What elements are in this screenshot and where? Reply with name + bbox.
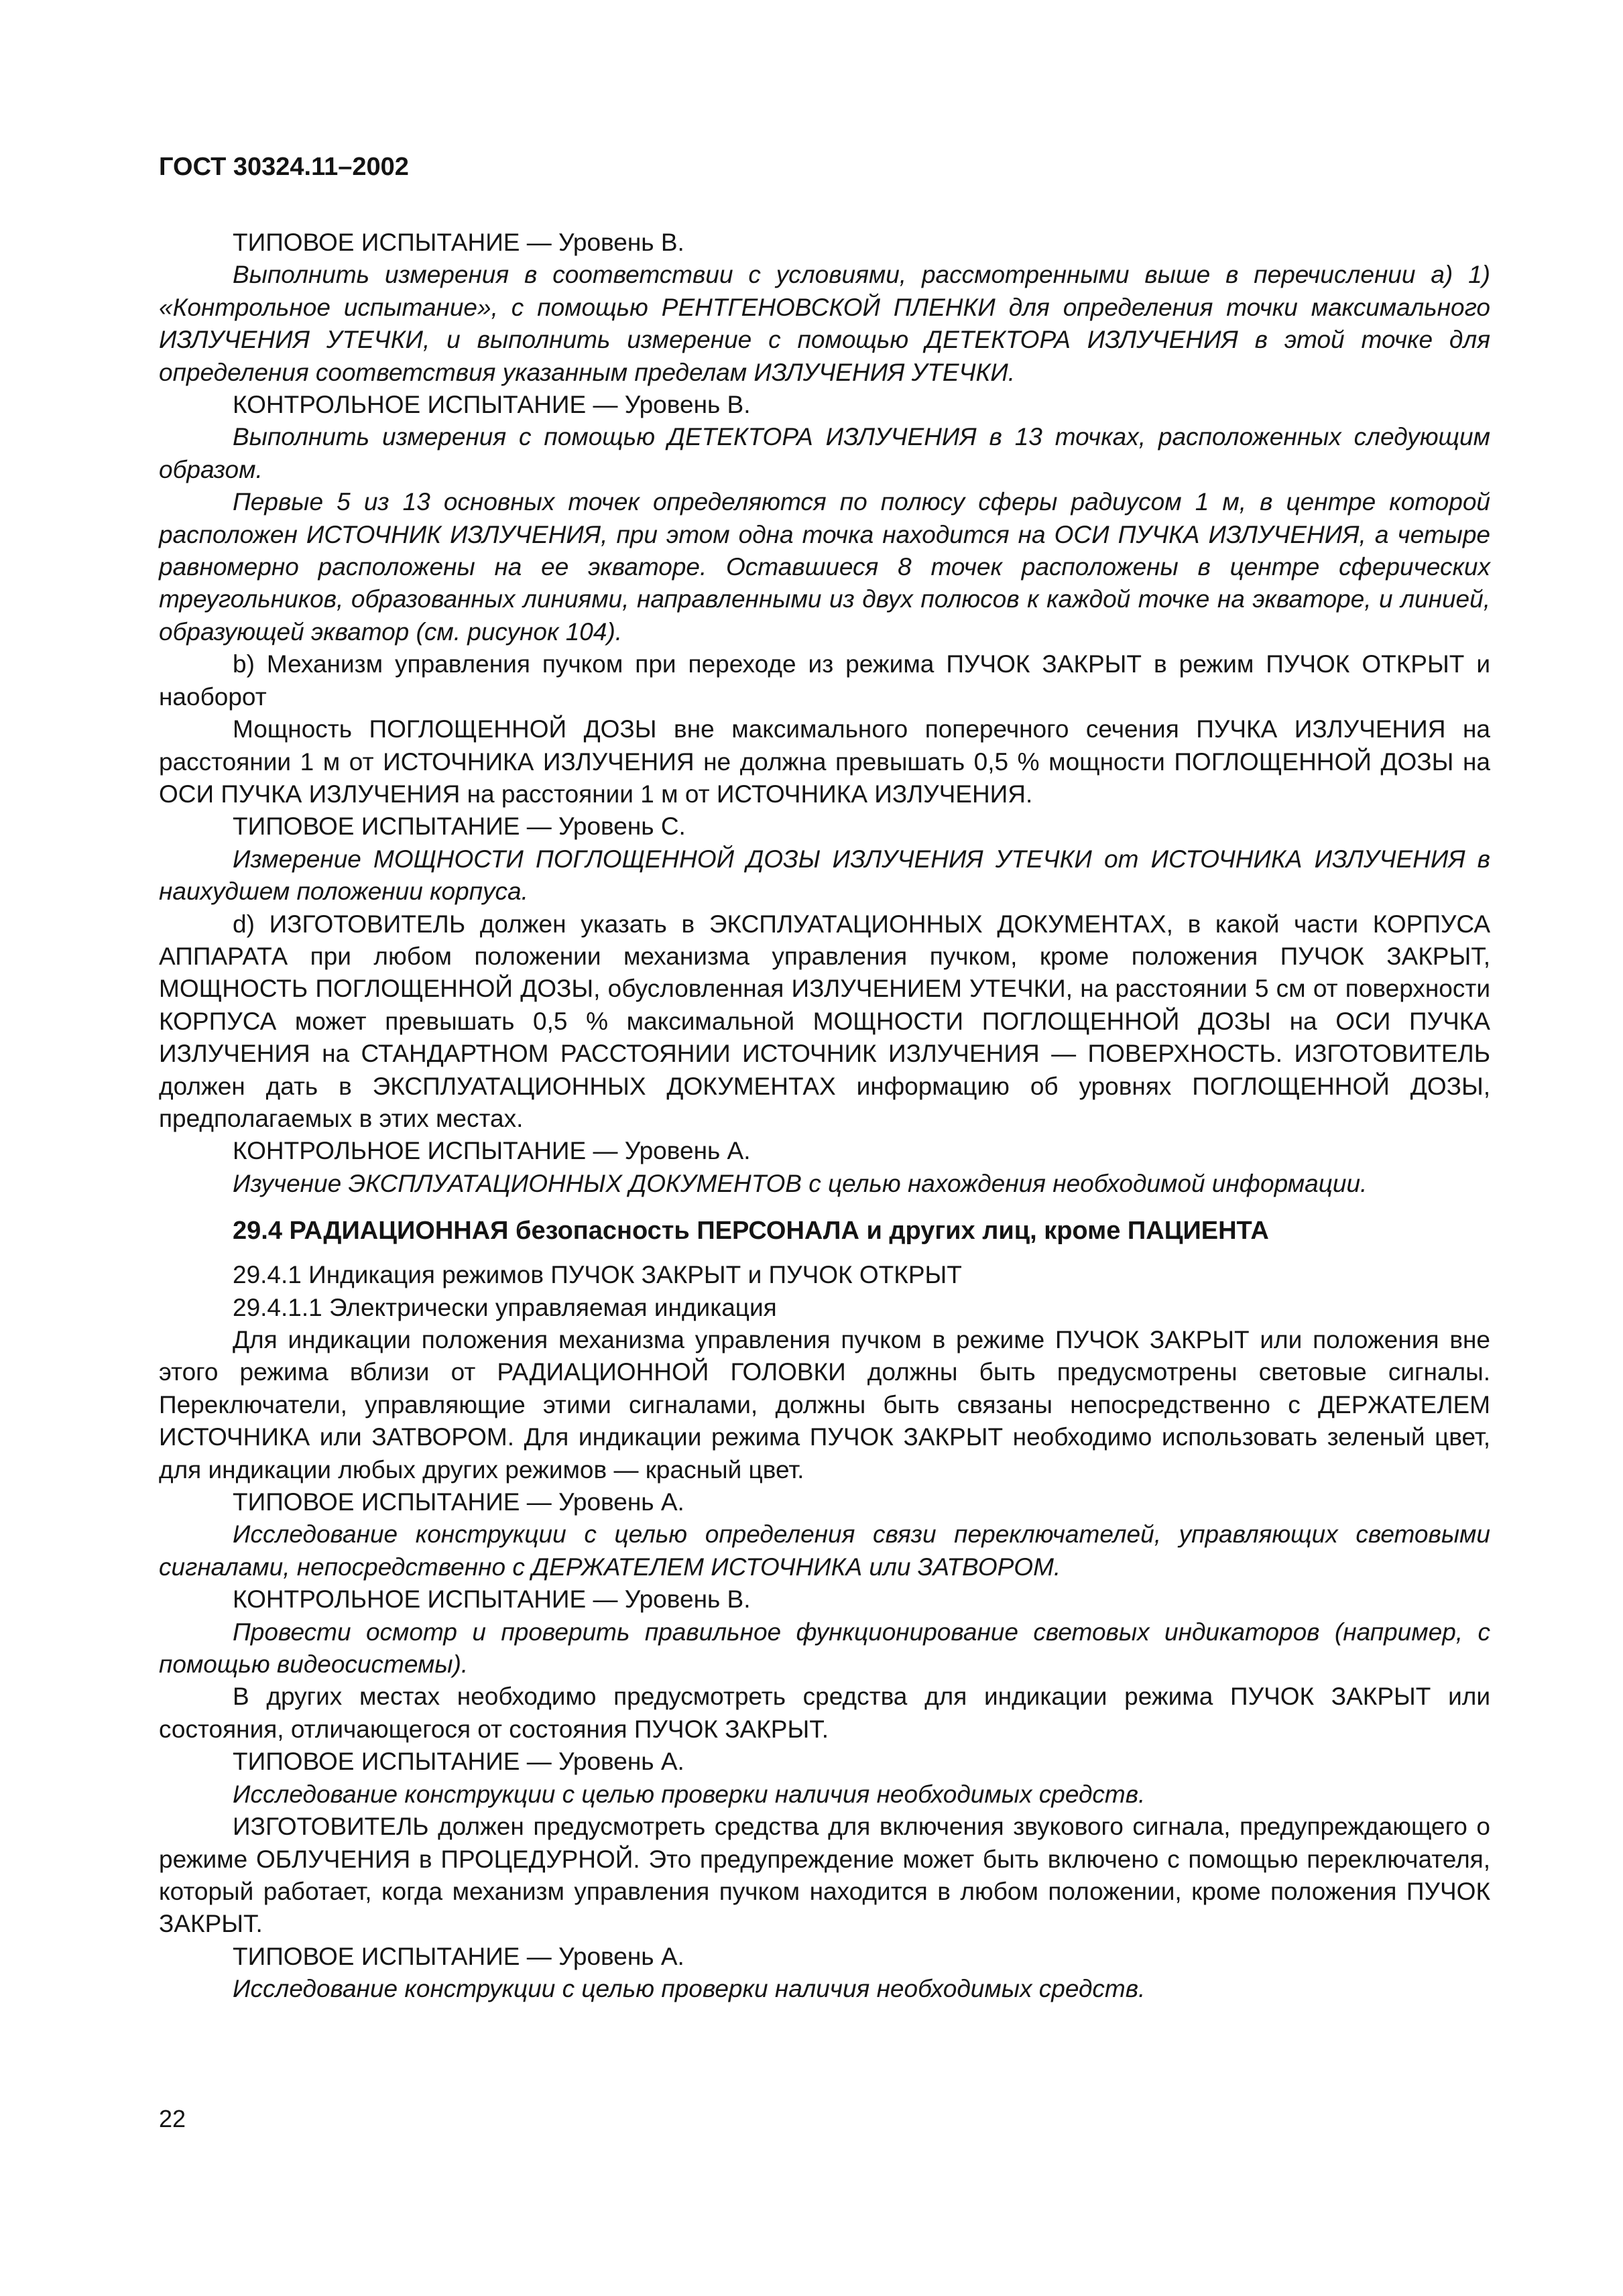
- paragraph: КОНТРОЛЬНОЕ ИСПЫТАНИЕ — Уровень В.: [233, 1585, 751, 1614]
- paragraph: Выполнить измерения в соответствии с условиями, рассмотренными выше в перечислении а) 1) «Контрольное испытание», с помощью РЕНТГЕНОВСКОЙ ПЛЕНКИ для определения точки максимального ИЗЛУЧЕНИЯ УТЕЧКИ, и выполнить измерение с помощью ДЕТЕКТОРА ИЗЛУЧЕНИЯ в этой точке для определения соответствия указанным пределам ИЗЛУЧЕНИЯ УТЕЧКИ.: [159, 261, 1490, 386]
- paragraph: ТИПОВОЕ ИСПЫТАНИЕ — Уровень А.: [233, 1748, 684, 1776]
- paragraph: ТИПОВОЕ ИСПЫТАНИЕ — Уровень С.: [233, 812, 686, 841]
- paragraph: В других местах необходимо предусмотреть средства для индикации режима ПУЧОК ЗАКРЫТ или состояния, отличающегося от состояния ПУЧОК ЗАКРЫТ.: [159, 1683, 1490, 1743]
- paragraph: КОНТРОЛЬНОЕ ИСПЫТАНИЕ — Уровень В.: [233, 391, 751, 419]
- paragraph: Изучение ЭКСПЛУАТАЦИОННЫХ ДОКУМЕНТОВ с целью нахождения необходимой информации.: [233, 1169, 1368, 1197]
- paragraph: b) Механизм управления пучком при переходе из режима ПУЧОК ЗАКРЫТ в режим ПУЧОК ОТКРЫТ и наоборот: [159, 650, 1490, 711]
- paragraph: d) ИЗГОТОВИТЕЛЬ должен указать в ЭКСПЛУАТАЦИОННЫХ ДОКУМЕНТАХ, в какой части КОРПУСА АППАРАТА при любом положении механизма управления пучком, кроме положения ПУЧОК ЗАКРЫТ, МОЩНОСТЬ ПОГЛОЩЕННОЙ ДОЗЫ, обусловленная ИЗЛУЧЕНИЕМ УТЕЧКИ, на расстоянии 5 см от поверхности КОРПУСА может превышать 0,5 % максимальной МОЩНОСТИ ПОГЛОЩЕННОЙ ДОЗЫ на ОСИ ПУЧКА ИЗЛУЧЕНИЯ на СТАНДАРТНОМ РАССТОЯНИИ ИСТОЧНИК ИЗЛУЧЕНИЯ — ПОВЕРХНОСТЬ. ИЗГОТОВИТЕЛЬ должен дать в ЭКСПЛУАТАЦИОННЫХ ДОКУМЕНТАХ информацию об уровнях ПОГЛОЩЕННОЙ ДОЗЫ, предполагаемых в этих местах.: [159, 910, 1490, 1132]
- document-code-header: ГОСТ 30324.11–2002: [159, 153, 409, 181]
- paragraph: Исследование конструкции с целью определения связи переключателей, управляющих световыми сигналами, непосредственно с ДЕРЖАТЕЛЕМ ИСТОЧНИКА или ЗАТВОРОМ.: [159, 1520, 1490, 1581]
- paragraph: ТИПОВОЕ ИСПЫТАНИЕ — Уровень В.: [233, 229, 684, 256]
- paragraph: Исследование конструкции с целью проверки наличия необходимых средств.: [233, 1975, 1146, 2003]
- paragraph: КОНТРОЛЬНОЕ ИСПЫТАНИЕ — Уровень А.: [233, 1137, 751, 1165]
- subsection-title: 29.4.1.1 Электрически управляемая индикация: [233, 1293, 777, 1321]
- paragraph: ИЗГОТОВИТЕЛЬ должен предусмотреть средства для включения звукового сигнала, предупреждающего о режиме ОБЛУЧЕНИЯ в ПРОЦЕДУРНОЙ. Это предупреждение может быть включено с помощью переключателя, который работает, когда механизм управления пучком находится в любом положении, кроме положения ПУЧОК ЗАКРЫТ.: [159, 1813, 1490, 1938]
- subsection-title: 29.4.1 Индикация режимов ПУЧОК ЗАКРЫТ и ПУЧОК ОТКРЫТ: [233, 1261, 962, 1289]
- page-number: 22: [159, 2105, 186, 2132]
- paragraph: Мощность ПОГЛОЩЕННОЙ ДОЗЫ вне максимального поперечного сечения ПУЧКА ИЗЛУЧЕНИЯ на расстоянии 1 м от ИСТОЧНИКА ИЗЛУЧЕНИЯ не должна превышать 0,5 % мощности ПОГЛОЩЕННОЙ ДОЗЫ на ОСИ ПУЧКА ИЗЛУЧЕНИЯ на расстоянии 1 м от ИСТОЧНИКА ИЗЛУЧЕНИЯ.: [159, 715, 1490, 808]
- paragraph: Измерение МОЩНОСТИ ПОГЛОЩЕННОЙ ДОЗЫ ИЗЛУЧЕНИЯ УТЕЧКИ от ИСТОЧНИКА ИЗЛУЧЕНИЯ в наихудшем положении корпуса.: [159, 845, 1490, 906]
- paragraph: Провести осмотр и проверить правильное функционирование световых индикаторов (например, с помощью видеосистемы).: [159, 1618, 1490, 1679]
- paragraph: ТИПОВОЕ ИСПЫТАНИЕ — Уровень А.: [233, 1488, 684, 1516]
- paragraph: Исследование конструкции с целью проверки наличия необходимых средств.: [233, 1780, 1146, 1808]
- section-heading: 29.4 РАДИАЦИОННАЯ безопасность ПЕРСОНАЛА и других лиц, кроме ПАЦИЕНТА: [233, 1217, 1269, 1246]
- document-body: [159, 227, 1490, 2006]
- paragraph: Для индикации положения механизма управления пучком в режиме ПУЧОК ЗАКРЫТ или положения вне этого режима вблизи от РАДИАЦИОННОЙ ГОЛОВКИ должны быть предусмотрены световые сигналы. Переключатели, управляющие этими сигналами, должны быть связаны непосредственно с ДЕРЖАТЕЛЕМ ИСТОЧНИКА или ЗАТВОРОМ. Для индикации режима ПУЧОК ЗАКРЫТ необходимо использовать зеленый цвет, для индикации любых других режимов — красный цвет.: [159, 1326, 1490, 1484]
- paragraph: Выполнить измерения с помощью ДЕТЕКТОРА ИЗЛУЧЕНИЯ в 13 точках, расположенных следующим образом.: [159, 423, 1490, 483]
- paragraph: Первые 5 из 13 основных точек определяются по полюсу сферы радиусом 1 м, в центре которой расположен ИСТОЧНИК ИЗЛУЧЕНИЯ, при этом одна точка находится на ОСИ ПУЧКА ИЗЛУЧЕНИЯ, а четыре равномерно расположены на ее экваторе. Оставшиеся 8 точек расположены в центре сферических треугольников, образованных линиями, направленными из двух полюсов к каждой точке на экваторе, и линией, образующей экватор (см. рисунок 104).: [159, 488, 1490, 646]
- paragraph: ТИПОВОЕ ИСПЫТАНИЕ — Уровень А.: [233, 1942, 684, 1970]
